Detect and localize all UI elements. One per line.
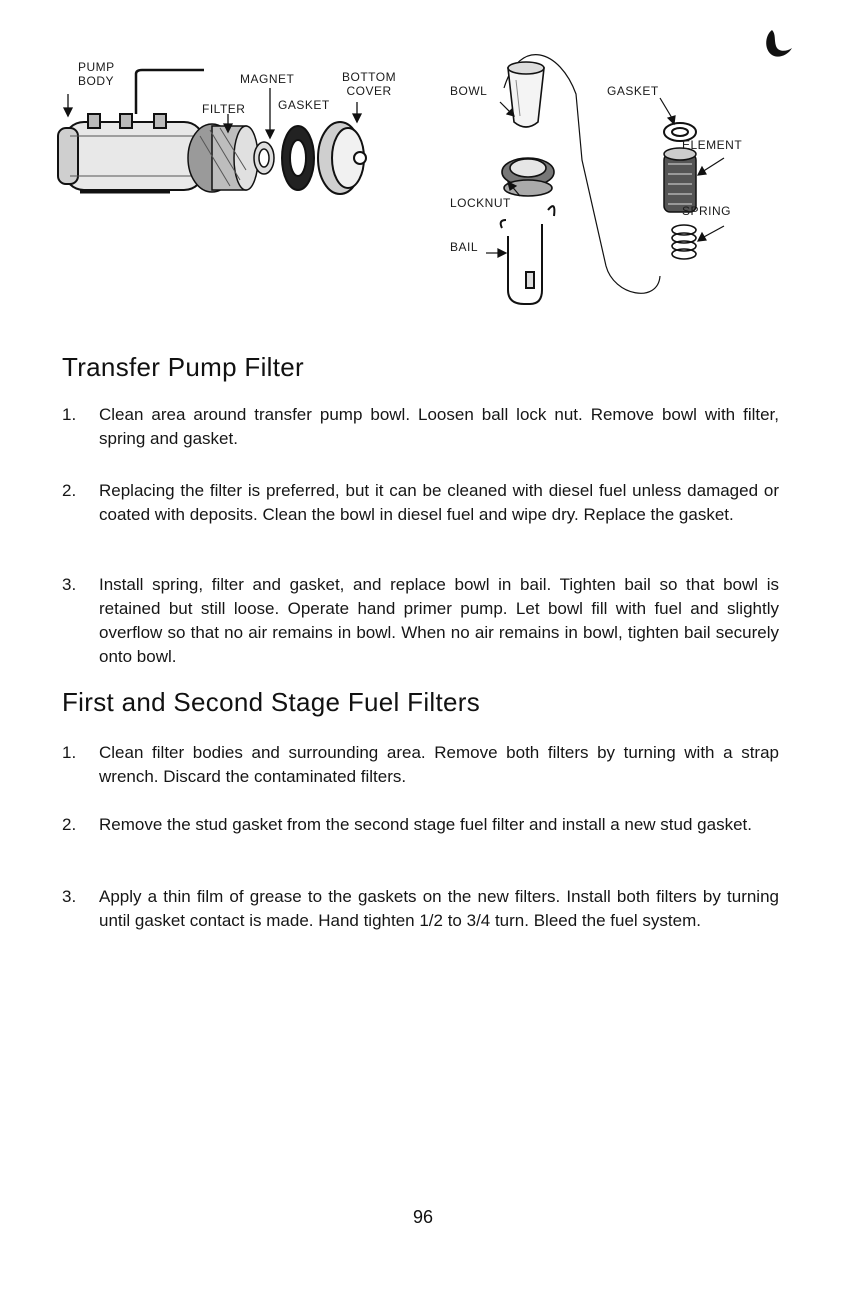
magnet-label: MAGNET [240, 72, 295, 86]
step-number: 2. [62, 815, 77, 834]
spring-label: SPRING [682, 204, 732, 218]
step-number: 2. [62, 481, 77, 500]
filter-element-drawing [188, 124, 258, 192]
first-second-stage-heading: First and Second Stage Fuel Filters [62, 687, 481, 717]
pump-gasket-label: GASKET [278, 98, 330, 112]
bowl-gasket-label: GASKET [607, 84, 659, 98]
locknut-label: LOCKNUT [450, 196, 511, 210]
bottom-cover-drawing [318, 122, 366, 194]
step-number: 1. [62, 743, 77, 762]
pump-body-label-line1: PUMP [78, 60, 115, 74]
bowl-label: BOWL [450, 84, 488, 98]
bail-label: BAIL [450, 240, 479, 254]
gasket-drawing [282, 126, 314, 190]
page-number: 96 [412, 1207, 434, 1227]
step-text: Replacing the filter is preferred, but it can be cleaned with diesel fuel unless damaged or coated with deposits. Clean the bowl in diesel fuel and wipe dry. Replace the gasket. [99, 481, 779, 524]
exploded-diagram-figure [50, 40, 810, 330]
step-text: Install spring, filter and gasket, and replace bowl in bail. Tighten bail so that bowl is retained but still loose. Operate hand primer pump. Let bowl fill with fuel and slightly overflow so that no air remains in bowl. When no air remains in bowl, tighten bail securely onto bowl. [99, 575, 779, 666]
bottom-cover-label [342, 70, 396, 98]
step-text: Remove the stud gasket from the second stage fuel filter and install a new stud gasket. [99, 815, 752, 834]
bottom-cover-label-line1: BOTTOM [342, 70, 397, 84]
bowl-drawing [508, 62, 544, 127]
bail-drawing [501, 206, 555, 304]
step-text: Clean filter bodies and surrounding area. Remove both filters by turning with a strap wrench. Discard the contaminated filters. [99, 743, 779, 786]
pump-body-drawing [58, 70, 204, 192]
filter-label: FILTER [202, 102, 246, 116]
element-drawing [664, 148, 696, 212]
step-number: 1. [62, 405, 77, 424]
bowl-assembly-illustration [430, 40, 750, 320]
transfer-pump-filter-heading: Transfer Pump Filter [62, 352, 304, 382]
step-number: 3. [62, 575, 77, 594]
pump-body-label-line2: BODY [78, 74, 115, 88]
pump-body-label [78, 60, 115, 88]
magnet-drawing [254, 142, 274, 174]
bottom-cover-label-line2: COVER [346, 84, 392, 98]
step-number: 3. [62, 887, 77, 906]
spring-drawing [672, 225, 696, 259]
step-text: Clean area around transfer pump bowl. Loosen ball lock nut. Remove bowl with filter, spring and gasket. [99, 405, 779, 448]
step-text: Apply a thin film of grease to the gaskets on the new filters. Install both filters by turning until gasket contact is made. Hand tighten 1/2 to 3/4 turn. Bleed the fuel system. [99, 887, 779, 930]
element-label: ELEMENT [682, 138, 743, 152]
